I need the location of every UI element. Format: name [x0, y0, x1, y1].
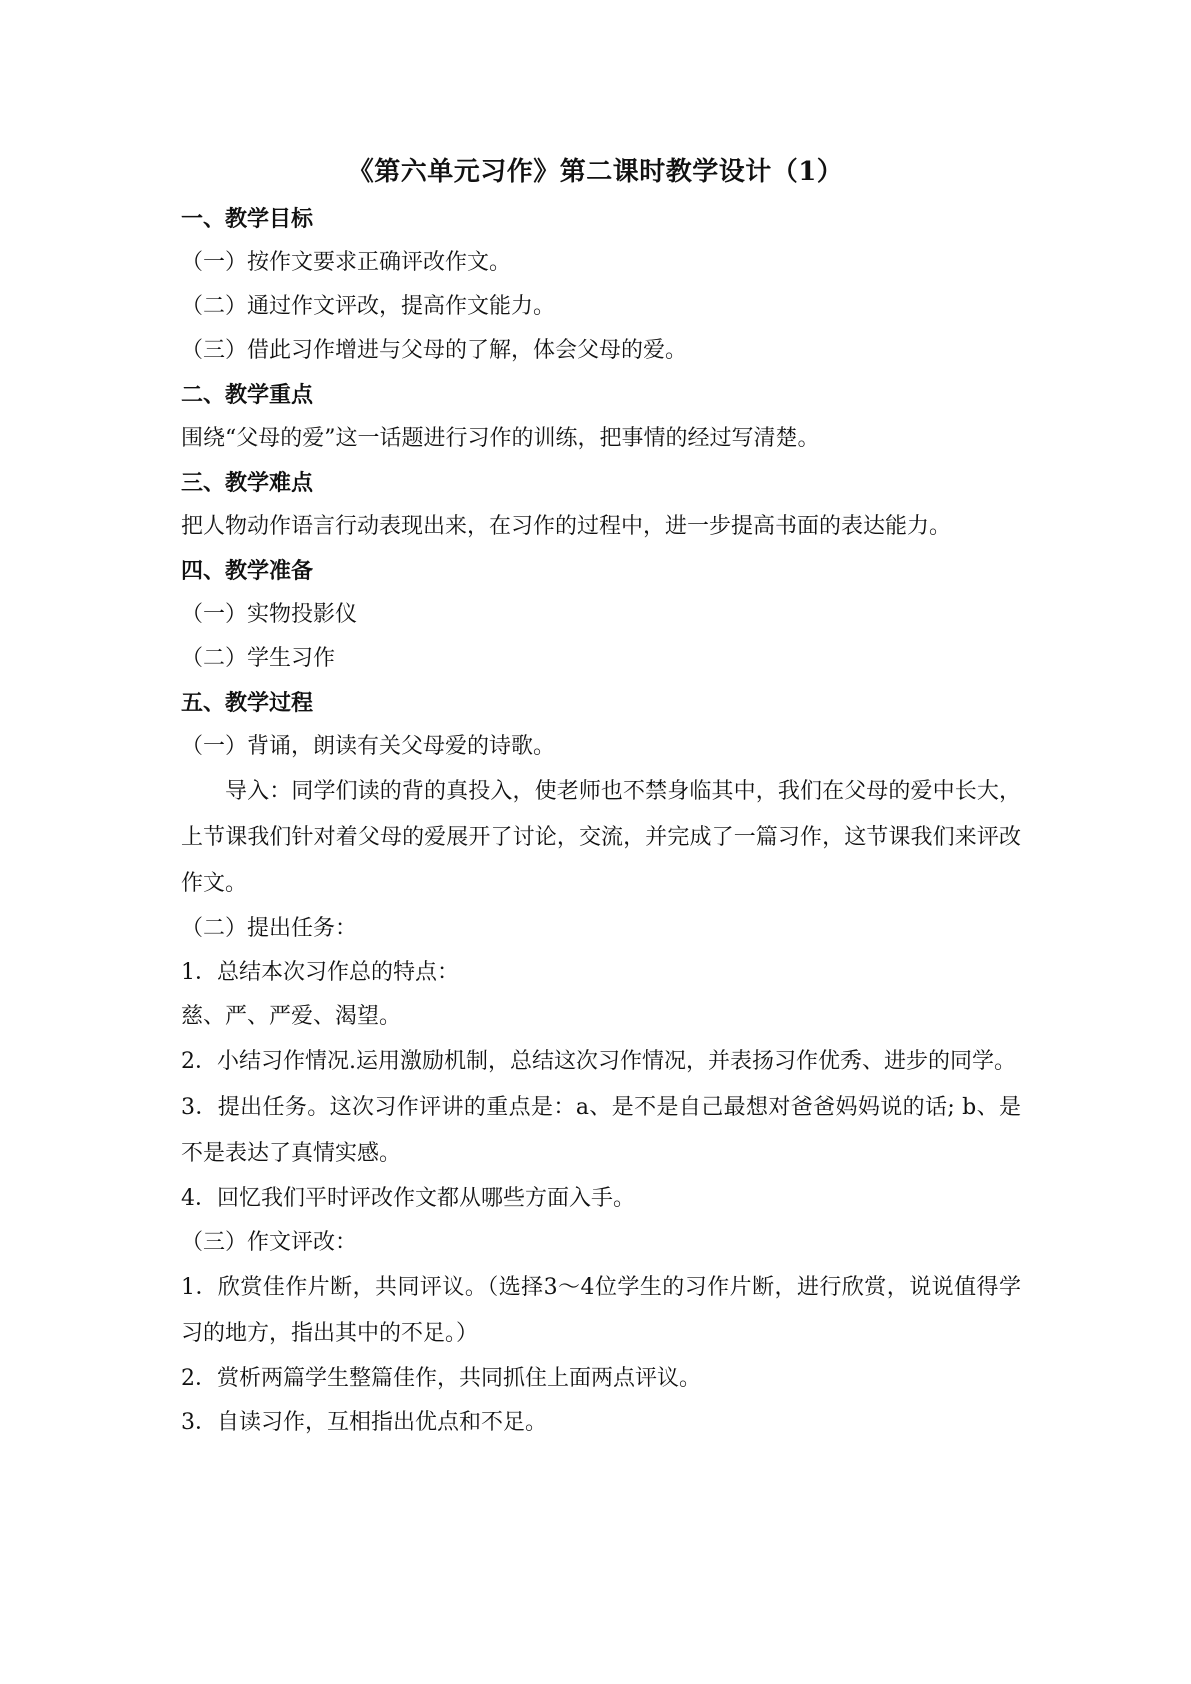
section-heading-key-points: 二、教学重点: [181, 382, 314, 408]
process-step-1: （一）背诵，朗读有关父母爱的诗歌。: [181, 734, 556, 759]
section-heading-goals: 一、教学目标: [181, 206, 314, 232]
goal-item: （三）借此习作增进与父母的了解，体会父母的爱。: [181, 338, 688, 363]
process-step-3: （三）作文评改：: [181, 1230, 358, 1255]
document-title: 《第六单元习作》第二课时教学设计（1）: [347, 157, 844, 187]
task-item: 2．小结习作情况.运用激励机制，总结这次习作情况，并表扬习作优秀、进步的同学。: [181, 1049, 1016, 1074]
evaluation-item: 2．赏析两篇学生整篇佳作，共同抓住上面两点评议。: [181, 1366, 701, 1391]
preparation-item: （二）学生习作: [181, 646, 336, 671]
task-item: 3．提出任务。这次习作评讲的重点是：a、是不是自己最想对爸爸妈妈说的话; b、是不是表达了真情实感。: [181, 1095, 1021, 1166]
task-detail: 慈、严、严爱、渴望。: [181, 1004, 402, 1029]
goal-item: （一）按作文要求正确评改作文。: [181, 250, 512, 275]
section-heading-difficulties: 三、教学难点: [181, 470, 314, 496]
process-intro-paragraph: 导入：同学们读的背的真投入，使老师也不禁身临其中，我们在父母的爱中长大，上节课我们针对着父母的爱展开了讨论，交流，并完成了一篇习作，这节课我们来评改作文。: [181, 779, 1021, 896]
document-body: [181, 197, 1021, 1445]
section-heading-preparation: 四、教学准备: [181, 558, 314, 584]
process-step-2: （二）提出任务：: [181, 916, 358, 941]
task-item: 1．总结本次习作总的特点：: [181, 960, 459, 985]
section-heading-process: 五、教学过程: [181, 690, 314, 716]
goal-item: （二）通过作文评改，提高作文能力。: [181, 294, 556, 319]
preparation-item: （一）实物投影仪: [181, 602, 358, 627]
evaluation-item: 3．自读习作，互相指出优点和不足。: [181, 1410, 547, 1435]
evaluation-item: 1．欣赏佳作片断，共同评议。（选择3～4位学生的习作片断，进行欣赏，说说值得学习的地方，指出其中的不足。）: [181, 1275, 1021, 1346]
task-item: 4．回忆我们平时评改作文都从哪些方面入手。: [181, 1186, 635, 1211]
key-points-text: 围绕“父母的爱”这一话题进行习作的训练，把事情的经过写清楚。: [181, 426, 820, 451]
difficulties-text: 把人物动作语言行动表现出来，在习作的过程中，进一步提高书面的表达能力。: [181, 514, 952, 539]
